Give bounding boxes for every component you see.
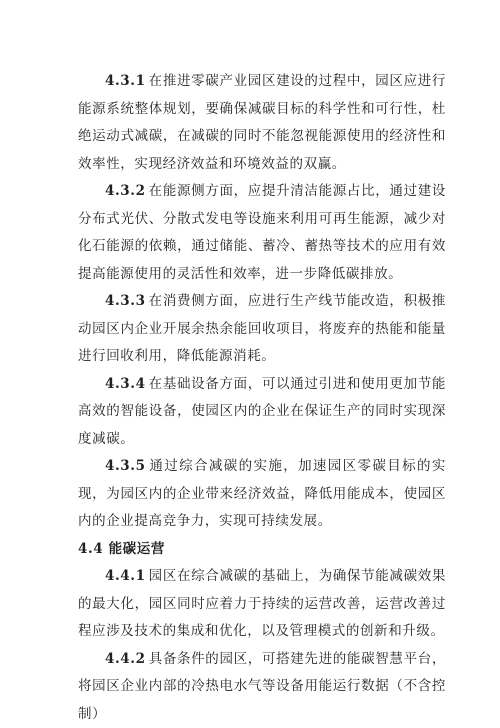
clause-number: 4.3.2 <box>105 183 146 199</box>
clause-number: 4.3.3 <box>105 293 146 309</box>
clause-text: 在能源侧方面，应提升清洁能源占比，通过建设分布式光伏、分散式发电等设施来利用可再生能源，减少对化石能源的依赖，通过储能、蓄冷、蓄热等技术的应用有效提高能源使用的灵活性和效率，进一步降低碳排放。 <box>78 183 446 282</box>
clause-number: 4.3.5 <box>105 458 146 474</box>
clause-text: 通过综合减碳的实施，加速园区零碳目标的实现，为园区内的企业带来经济效益，降低用能成本，使园区内的企业提高竞争力，实现可持续发展。 <box>78 458 446 529</box>
clause-number: 4.4.2 <box>105 651 146 667</box>
clause-number: 4.3.4 <box>105 376 146 392</box>
clause-4-3-3 <box>78 288 446 371</box>
clause-text: 具备条件的园区，可搭建先进的能碳智慧平台，将园区企业内部的冷热电水气等设备用能运行数据（不含控制） <box>78 651 446 722</box>
clause-4-3-5 <box>78 453 446 536</box>
clause-4-3-4 <box>78 371 446 454</box>
clause-text: 园区在综合减碳的基础上，为确保节能减碳效果的最大化，园区同时应着力于持续的运营改善，运营改善过程应涉及技术的集成和优化，以及管理模式的创新和升级。 <box>78 568 446 639</box>
clause-text: 在消费侧方面，应进行生产线节能改造，积极推动园区内企业开展余热余能回收项目，将废弃的热能和能量进行回收利用，降低能源消耗。 <box>78 293 446 364</box>
clause-text: 在推进零碳产业园区建设的过程中，园区应进行能源系统整体规划，要确保减碳目标的科学性和可行性，杜绝运动式减碳，在减碳的同时不能忽视能源使用的经济性和效率性，实现经济效益和环境效益的双赢。 <box>78 73 446 172</box>
clause-4-4-2 <box>78 646 446 728</box>
clause-4-3-2 <box>78 178 446 288</box>
clause-4-3-1 <box>78 68 446 178</box>
clause-number: 4.3.1 <box>105 73 146 89</box>
clause-number: 4.4.1 <box>105 568 146 584</box>
clause-4-4-1 <box>78 563 446 646</box>
clause-text: 在基础设备方面，可以通过引进和使用更加节能高效的智能设备，使园区内的企业在保证生产的同时实现深度减碳。 <box>78 376 446 447</box>
section-heading-4-4: 4.4 能碳运营 <box>78 536 446 564</box>
